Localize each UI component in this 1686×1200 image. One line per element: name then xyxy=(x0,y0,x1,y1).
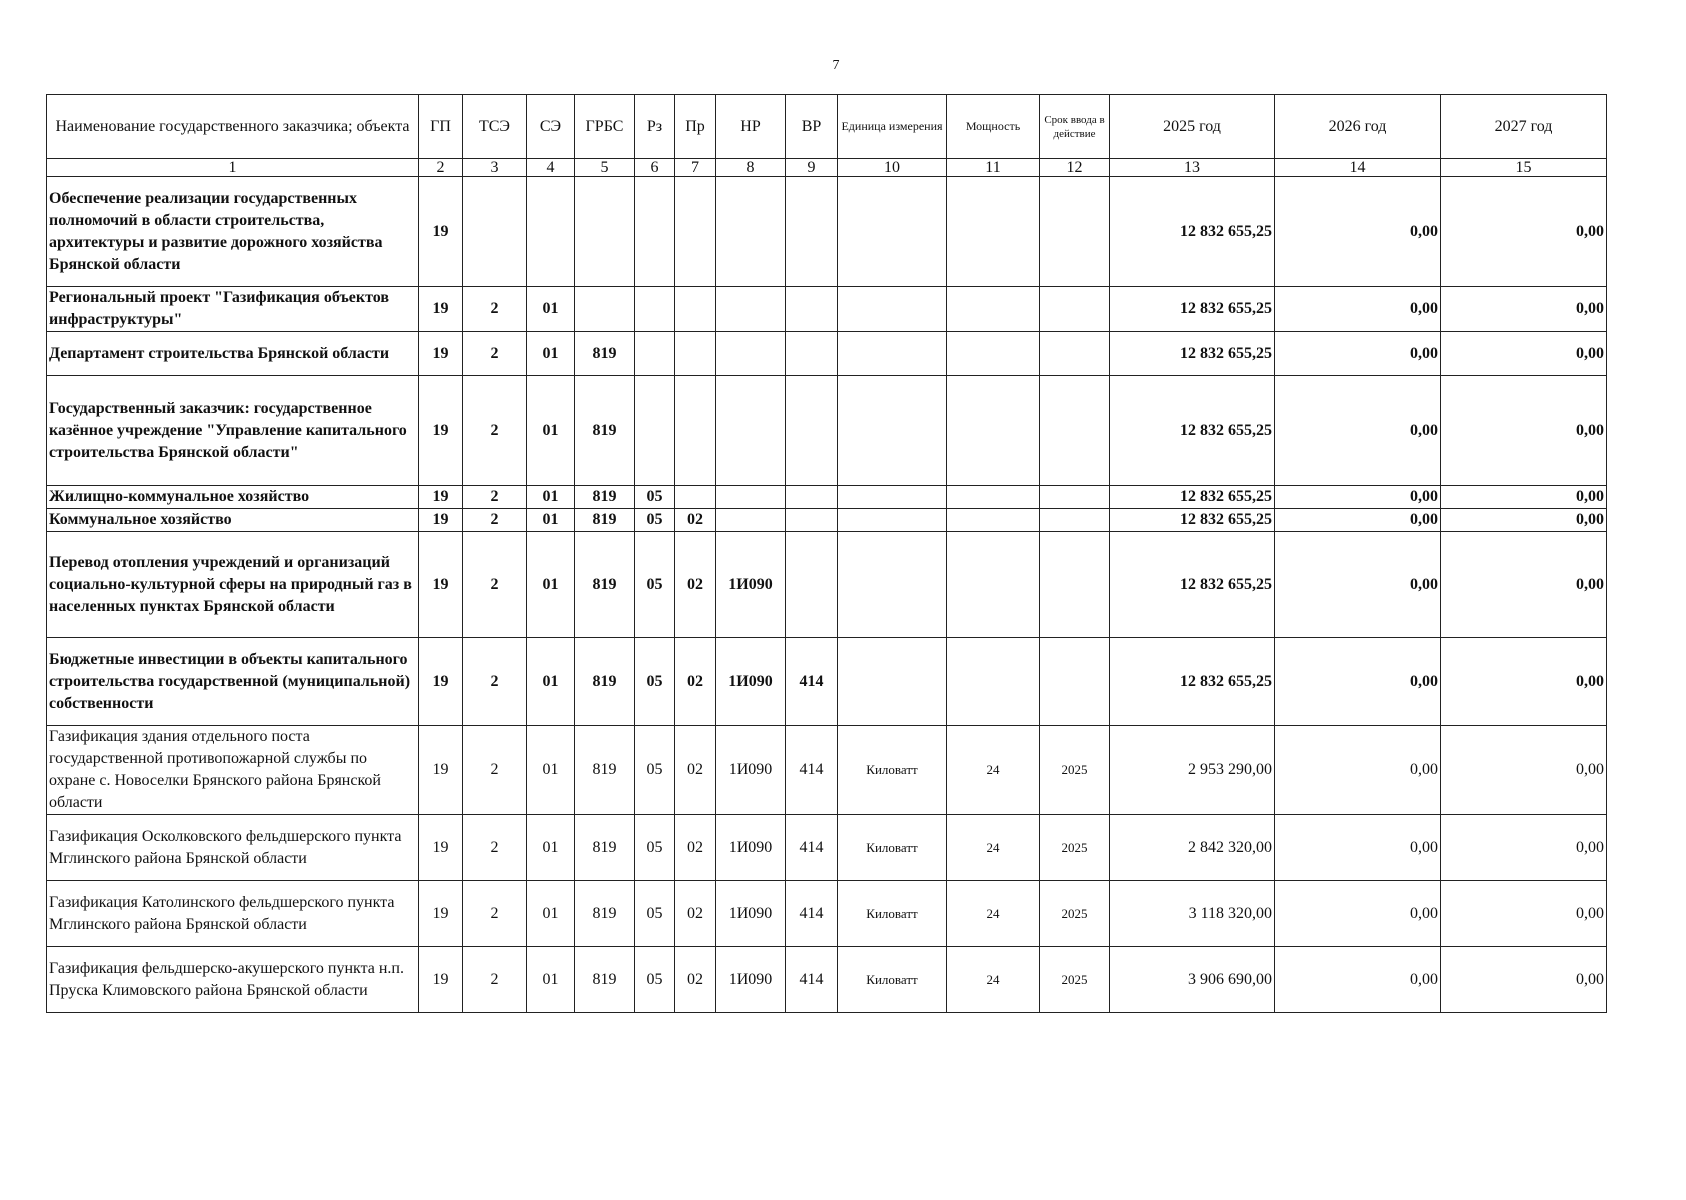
column-number: 14 xyxy=(1275,159,1441,177)
page-number: 7 xyxy=(832,58,840,73)
cell-nr: 1И090 xyxy=(716,815,786,881)
cell-capacity xyxy=(947,509,1040,532)
cell-rz: 05 xyxy=(635,486,675,509)
cell-capacity: 24 xyxy=(947,726,1040,815)
cell-rz: 05 xyxy=(635,509,675,532)
cell-grbs xyxy=(575,287,635,332)
cell-gp: 19 xyxy=(419,486,463,509)
cell-vr: 414 xyxy=(786,726,838,815)
cell-rz: 05 xyxy=(635,532,675,638)
cell-se: 01 xyxy=(527,287,575,332)
cell-tse: 2 xyxy=(463,815,527,881)
header-2025: 2025 год xyxy=(1110,95,1275,159)
column-number: 8 xyxy=(716,159,786,177)
cell-unit xyxy=(838,332,947,376)
cell-rz: 05 xyxy=(635,881,675,947)
cell-capacity: 24 xyxy=(947,881,1040,947)
cell-gp: 19 xyxy=(419,881,463,947)
cell-tse: 2 xyxy=(463,947,527,1013)
cell-vr: 414 xyxy=(786,881,838,947)
table-row xyxy=(47,881,1607,947)
cell-tse: 2 xyxy=(463,509,527,532)
cell-commissioning-year: 2025 xyxy=(1040,947,1110,1013)
cell-amount-2027: 0,00 xyxy=(1441,332,1607,376)
cell-capacity xyxy=(947,332,1040,376)
header-commissioning: Срок ввода в действие xyxy=(1040,95,1110,159)
cell-se xyxy=(527,177,575,287)
cell-gp: 19 xyxy=(419,177,463,287)
cell-amount-2027: 0,00 xyxy=(1441,815,1607,881)
header-nr: НР xyxy=(716,95,786,159)
cell-nr: 1И090 xyxy=(716,726,786,815)
cell-commissioning-year xyxy=(1040,177,1110,287)
cell-amount-2026: 0,00 xyxy=(1275,726,1441,815)
column-number: 10 xyxy=(838,159,947,177)
cell-amount-2025: 12 832 655,25 xyxy=(1110,287,1275,332)
cell-amount-2026: 0,00 xyxy=(1275,509,1441,532)
cell-gp: 19 xyxy=(419,532,463,638)
cell-amount-2025: 3 906 690,00 xyxy=(1110,947,1275,1013)
table-row xyxy=(47,726,1607,815)
cell-se: 01 xyxy=(527,881,575,947)
table-row xyxy=(47,815,1607,881)
column-number: 4 xyxy=(527,159,575,177)
cell-amount-2027: 0,00 xyxy=(1441,376,1607,486)
cell-grbs: 819 xyxy=(575,815,635,881)
cell-gp: 19 xyxy=(419,509,463,532)
cell-grbs: 819 xyxy=(575,332,635,376)
column-number: 1 xyxy=(47,159,419,177)
cell-nr: 1И090 xyxy=(716,881,786,947)
header-gp: ГП xyxy=(419,95,463,159)
cell-grbs: 819 xyxy=(575,881,635,947)
header-pr: Пр xyxy=(675,95,716,159)
header-grbs: ГРБС xyxy=(575,95,635,159)
cell-grbs xyxy=(575,177,635,287)
table-row xyxy=(47,947,1607,1013)
cell-se: 01 xyxy=(527,726,575,815)
cell-vr xyxy=(786,509,838,532)
table-body xyxy=(47,177,1607,1013)
cell-tse: 2 xyxy=(463,532,527,638)
cell-gp: 19 xyxy=(419,332,463,376)
budget-table xyxy=(46,94,1607,1013)
column-number: 6 xyxy=(635,159,675,177)
cell-commissioning-year xyxy=(1040,287,1110,332)
cell-grbs: 819 xyxy=(575,532,635,638)
cell-tse: 2 xyxy=(463,332,527,376)
cell-se: 01 xyxy=(527,815,575,881)
cell-amount-2027: 0,00 xyxy=(1441,638,1607,726)
cell-tse: 2 xyxy=(463,376,527,486)
cell-pr xyxy=(675,177,716,287)
cell-amount-2026: 0,00 xyxy=(1275,332,1441,376)
column-number: 5 xyxy=(575,159,635,177)
cell-unit: Киловатт xyxy=(838,726,947,815)
cell-pr xyxy=(675,376,716,486)
column-number: 15 xyxy=(1441,159,1607,177)
cell-amount-2027: 0,00 xyxy=(1441,726,1607,815)
cell-nr xyxy=(716,332,786,376)
cell-pr: 02 xyxy=(675,509,716,532)
header-row xyxy=(47,95,1607,159)
cell-object-name: Бюджетные инвестиции в объекты капитального строительства государственной (муниципальной) собственности xyxy=(47,638,419,726)
header-2027: 2027 год xyxy=(1441,95,1607,159)
column-number: 13 xyxy=(1110,159,1275,177)
cell-nr xyxy=(716,486,786,509)
cell-rz xyxy=(635,376,675,486)
cell-object-name: Газификация Осколковского фельдшерского пункта Мглинского района Брянской области xyxy=(47,815,419,881)
cell-vr xyxy=(786,486,838,509)
cell-nr: 1И090 xyxy=(716,532,786,638)
header-2026: 2026 год xyxy=(1275,95,1441,159)
cell-commissioning-year xyxy=(1040,638,1110,726)
cell-capacity: 24 xyxy=(947,947,1040,1013)
header-unit: Единица измерения xyxy=(838,95,947,159)
cell-vr: 414 xyxy=(786,638,838,726)
column-number: 3 xyxy=(463,159,527,177)
cell-pr xyxy=(675,332,716,376)
cell-object-name: Коммунальное хозяйство xyxy=(47,509,419,532)
column-number: 9 xyxy=(786,159,838,177)
cell-pr: 02 xyxy=(675,947,716,1013)
cell-amount-2025: 12 832 655,25 xyxy=(1110,332,1275,376)
cell-amount-2025: 12 832 655,25 xyxy=(1110,486,1275,509)
cell-vr xyxy=(786,332,838,376)
cell-commissioning-year: 2025 xyxy=(1040,726,1110,815)
cell-grbs: 819 xyxy=(575,509,635,532)
cell-amount-2025: 2 953 290,00 xyxy=(1110,726,1275,815)
cell-amount-2025: 12 832 655,25 xyxy=(1110,509,1275,532)
cell-gp: 19 xyxy=(419,726,463,815)
cell-object-name: Перевод отопления учреждений и организаций социально-культурной сферы на природный газ в населенных пунктах Брянской области xyxy=(47,532,419,638)
cell-rz xyxy=(635,287,675,332)
cell-gp: 19 xyxy=(419,376,463,486)
table-row xyxy=(47,509,1607,532)
cell-amount-2025: 2 842 320,00 xyxy=(1110,815,1275,881)
cell-unit xyxy=(838,638,947,726)
cell-rz: 05 xyxy=(635,726,675,815)
cell-se: 01 xyxy=(527,638,575,726)
column-number-row xyxy=(47,159,1607,177)
cell-capacity xyxy=(947,638,1040,726)
cell-amount-2027: 0,00 xyxy=(1441,287,1607,332)
cell-amount-2025: 12 832 655,25 xyxy=(1110,376,1275,486)
cell-amount-2027: 0,00 xyxy=(1441,881,1607,947)
cell-object-name: Газификация здания отдельного поста государственной противопожарной службы по охране с. Новоселки Брянского района Брянской области xyxy=(47,726,419,815)
cell-pr xyxy=(675,287,716,332)
column-number: 7 xyxy=(675,159,716,177)
cell-object-name: Жилищно-коммунальное хозяйство xyxy=(47,486,419,509)
cell-nr: 1И090 xyxy=(716,638,786,726)
cell-commissioning-year xyxy=(1040,332,1110,376)
cell-amount-2026: 0,00 xyxy=(1275,947,1441,1013)
cell-capacity xyxy=(947,376,1040,486)
cell-amount-2026: 0,00 xyxy=(1275,532,1441,638)
table-row xyxy=(47,376,1607,486)
cell-nr xyxy=(716,376,786,486)
cell-pr: 02 xyxy=(675,881,716,947)
cell-amount-2027: 0,00 xyxy=(1441,947,1607,1013)
cell-commissioning-year xyxy=(1040,486,1110,509)
cell-commissioning-year xyxy=(1040,376,1110,486)
cell-grbs: 819 xyxy=(575,376,635,486)
cell-rz xyxy=(635,332,675,376)
cell-amount-2026: 0,00 xyxy=(1275,881,1441,947)
cell-unit xyxy=(838,509,947,532)
cell-unit xyxy=(838,486,947,509)
cell-rz xyxy=(635,177,675,287)
column-number: 11 xyxy=(947,159,1040,177)
cell-unit xyxy=(838,177,947,287)
cell-unit: Киловатт xyxy=(838,947,947,1013)
cell-commissioning-year xyxy=(1040,532,1110,638)
cell-amount-2026: 0,00 xyxy=(1275,287,1441,332)
cell-rz: 05 xyxy=(635,947,675,1013)
cell-object-name: Газификация Католинского фельдшерского пункта Мглинского района Брянской области xyxy=(47,881,419,947)
cell-grbs: 819 xyxy=(575,726,635,815)
column-number: 2 xyxy=(419,159,463,177)
cell-gp: 19 xyxy=(419,815,463,881)
column-number: 12 xyxy=(1040,159,1110,177)
table-row xyxy=(47,638,1607,726)
cell-object-name: Газификация фельдшерско-акушерского пункта н.п. Пруска Климовского района Брянской области xyxy=(47,947,419,1013)
cell-pr: 02 xyxy=(675,726,716,815)
cell-tse: 2 xyxy=(463,638,527,726)
cell-gp: 19 xyxy=(419,638,463,726)
header-capacity: Мощность xyxy=(947,95,1040,159)
header-tse: ТСЭ xyxy=(463,95,527,159)
cell-unit: Киловатт xyxy=(838,881,947,947)
cell-unit xyxy=(838,287,947,332)
cell-capacity xyxy=(947,532,1040,638)
cell-grbs: 819 xyxy=(575,486,635,509)
cell-se: 01 xyxy=(527,947,575,1013)
cell-nr xyxy=(716,177,786,287)
cell-vr: 414 xyxy=(786,815,838,881)
cell-tse: 2 xyxy=(463,486,527,509)
cell-capacity: 24 xyxy=(947,815,1040,881)
cell-vr: 414 xyxy=(786,947,838,1013)
cell-capacity xyxy=(947,486,1040,509)
cell-commissioning-year xyxy=(1040,509,1110,532)
cell-amount-2027: 0,00 xyxy=(1441,486,1607,509)
header-se: СЭ xyxy=(527,95,575,159)
table-row xyxy=(47,332,1607,376)
cell-nr: 1И090 xyxy=(716,947,786,1013)
cell-amount-2027: 0,00 xyxy=(1441,532,1607,638)
cell-se: 01 xyxy=(527,332,575,376)
header-name: Наименование государственного заказчика; объекта xyxy=(47,95,419,159)
cell-amount-2025: 12 832 655,25 xyxy=(1110,177,1275,287)
cell-nr xyxy=(716,287,786,332)
table-row xyxy=(47,287,1607,332)
cell-se: 01 xyxy=(527,486,575,509)
cell-object-name: Обеспечение реализации государственных полномочий в области строительства, архитектуры и развитие дорожного хозяйства Брянской области xyxy=(47,177,419,287)
cell-pr: 02 xyxy=(675,532,716,638)
cell-vr xyxy=(786,532,838,638)
cell-grbs: 819 xyxy=(575,947,635,1013)
cell-capacity xyxy=(947,177,1040,287)
cell-se: 01 xyxy=(527,376,575,486)
cell-amount-2026: 0,00 xyxy=(1275,177,1441,287)
cell-gp: 19 xyxy=(419,287,463,332)
cell-capacity xyxy=(947,287,1040,332)
cell-amount-2026: 0,00 xyxy=(1275,376,1441,486)
cell-amount-2027: 0,00 xyxy=(1441,509,1607,532)
cell-amount-2025: 12 832 655,25 xyxy=(1110,532,1275,638)
cell-object-name: Региональный проект "Газификация объектов инфраструктуры" xyxy=(47,287,419,332)
cell-se: 01 xyxy=(527,532,575,638)
cell-vr xyxy=(786,177,838,287)
cell-object-name: Департамент строительства Брянской области xyxy=(47,332,419,376)
cell-commissioning-year: 2025 xyxy=(1040,815,1110,881)
cell-amount-2026: 0,00 xyxy=(1275,638,1441,726)
cell-tse: 2 xyxy=(463,287,527,332)
table-row xyxy=(47,177,1607,287)
header-vr: ВР xyxy=(786,95,838,159)
cell-pr: 02 xyxy=(675,815,716,881)
cell-tse: 2 xyxy=(463,726,527,815)
cell-tse xyxy=(463,177,527,287)
cell-unit xyxy=(838,532,947,638)
cell-tse: 2 xyxy=(463,881,527,947)
cell-amount-2025: 3 118 320,00 xyxy=(1110,881,1275,947)
cell-amount-2026: 0,00 xyxy=(1275,815,1441,881)
cell-unit: Киловатт xyxy=(838,815,947,881)
cell-se: 01 xyxy=(527,509,575,532)
cell-commissioning-year: 2025 xyxy=(1040,881,1110,947)
cell-pr xyxy=(675,486,716,509)
cell-vr xyxy=(786,376,838,486)
header-rz: Рз xyxy=(635,95,675,159)
cell-grbs: 819 xyxy=(575,638,635,726)
cell-vr xyxy=(786,287,838,332)
cell-rz: 05 xyxy=(635,638,675,726)
cell-amount-2025: 12 832 655,25 xyxy=(1110,638,1275,726)
table-row xyxy=(47,532,1607,638)
cell-object-name: Государственный заказчик: государственное казённое учреждение "Управление капитального строительства Брянской области" xyxy=(47,376,419,486)
cell-rz: 05 xyxy=(635,815,675,881)
cell-amount-2026: 0,00 xyxy=(1275,486,1441,509)
cell-nr xyxy=(716,509,786,532)
table-row xyxy=(47,486,1607,509)
cell-unit xyxy=(838,376,947,486)
cell-gp: 19 xyxy=(419,947,463,1013)
cell-amount-2027: 0,00 xyxy=(1441,177,1607,287)
cell-pr: 02 xyxy=(675,638,716,726)
